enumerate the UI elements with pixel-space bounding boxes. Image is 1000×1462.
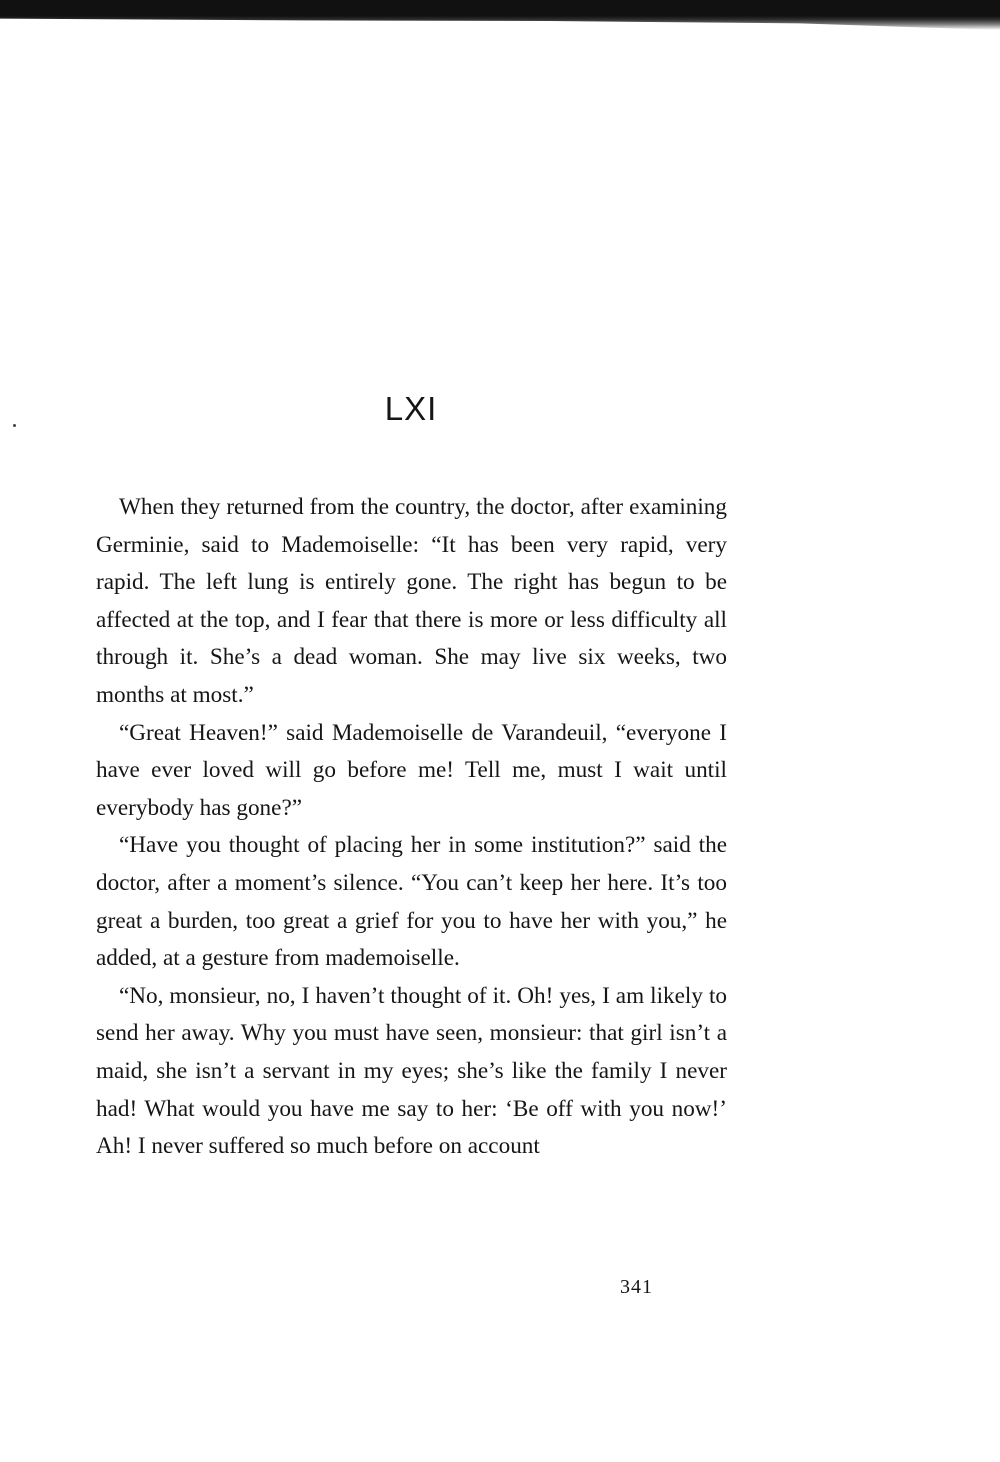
- page-number: 341: [620, 1276, 653, 1298]
- scan-top-edge: [0, 0, 1000, 30]
- paragraph-2: “Great Heaven!” said Mademoiselle de Varandeuil, “everyone I have ever loved will go before me! Tell me, must I wait until everybody has gone?”: [96, 719, 727, 821]
- chapter-title: LXI: [384, 390, 438, 427]
- body-text: [96, 489, 727, 1166]
- paragraph-1: When they returned from the country, the doctor, after examining Germinie, said to Mademoiselle: “It has been very rapid, very rapid. The left lung is entirely gone. The right has begun to be affected at the top, and I fear that there is more or less difficulty all through it. She’s a dead woman. She may live six weeks, two months at most.”: [96, 494, 727, 708]
- paragraph-4: “No, monsieur, no, I haven’t thought of it. Oh! yes, I am likely to send her away. Why you must have seen, monsieur: that girl isn’t a maid, she isn’t a servant in my eyes; she’s like the family I never had! What would you have me say to her: ‘Be off with you now!’ Ah! I never suffered so much before on account: [96, 982, 727, 1160]
- paragraph-3: “Have you thought of placing her in some institution?” said the doctor, after a moment’s silence. “You can’t keep her here. It’s too great a burden, too great a grief for you to have her with you,” he added, at a gesture from mademoiselle.: [96, 832, 727, 972]
